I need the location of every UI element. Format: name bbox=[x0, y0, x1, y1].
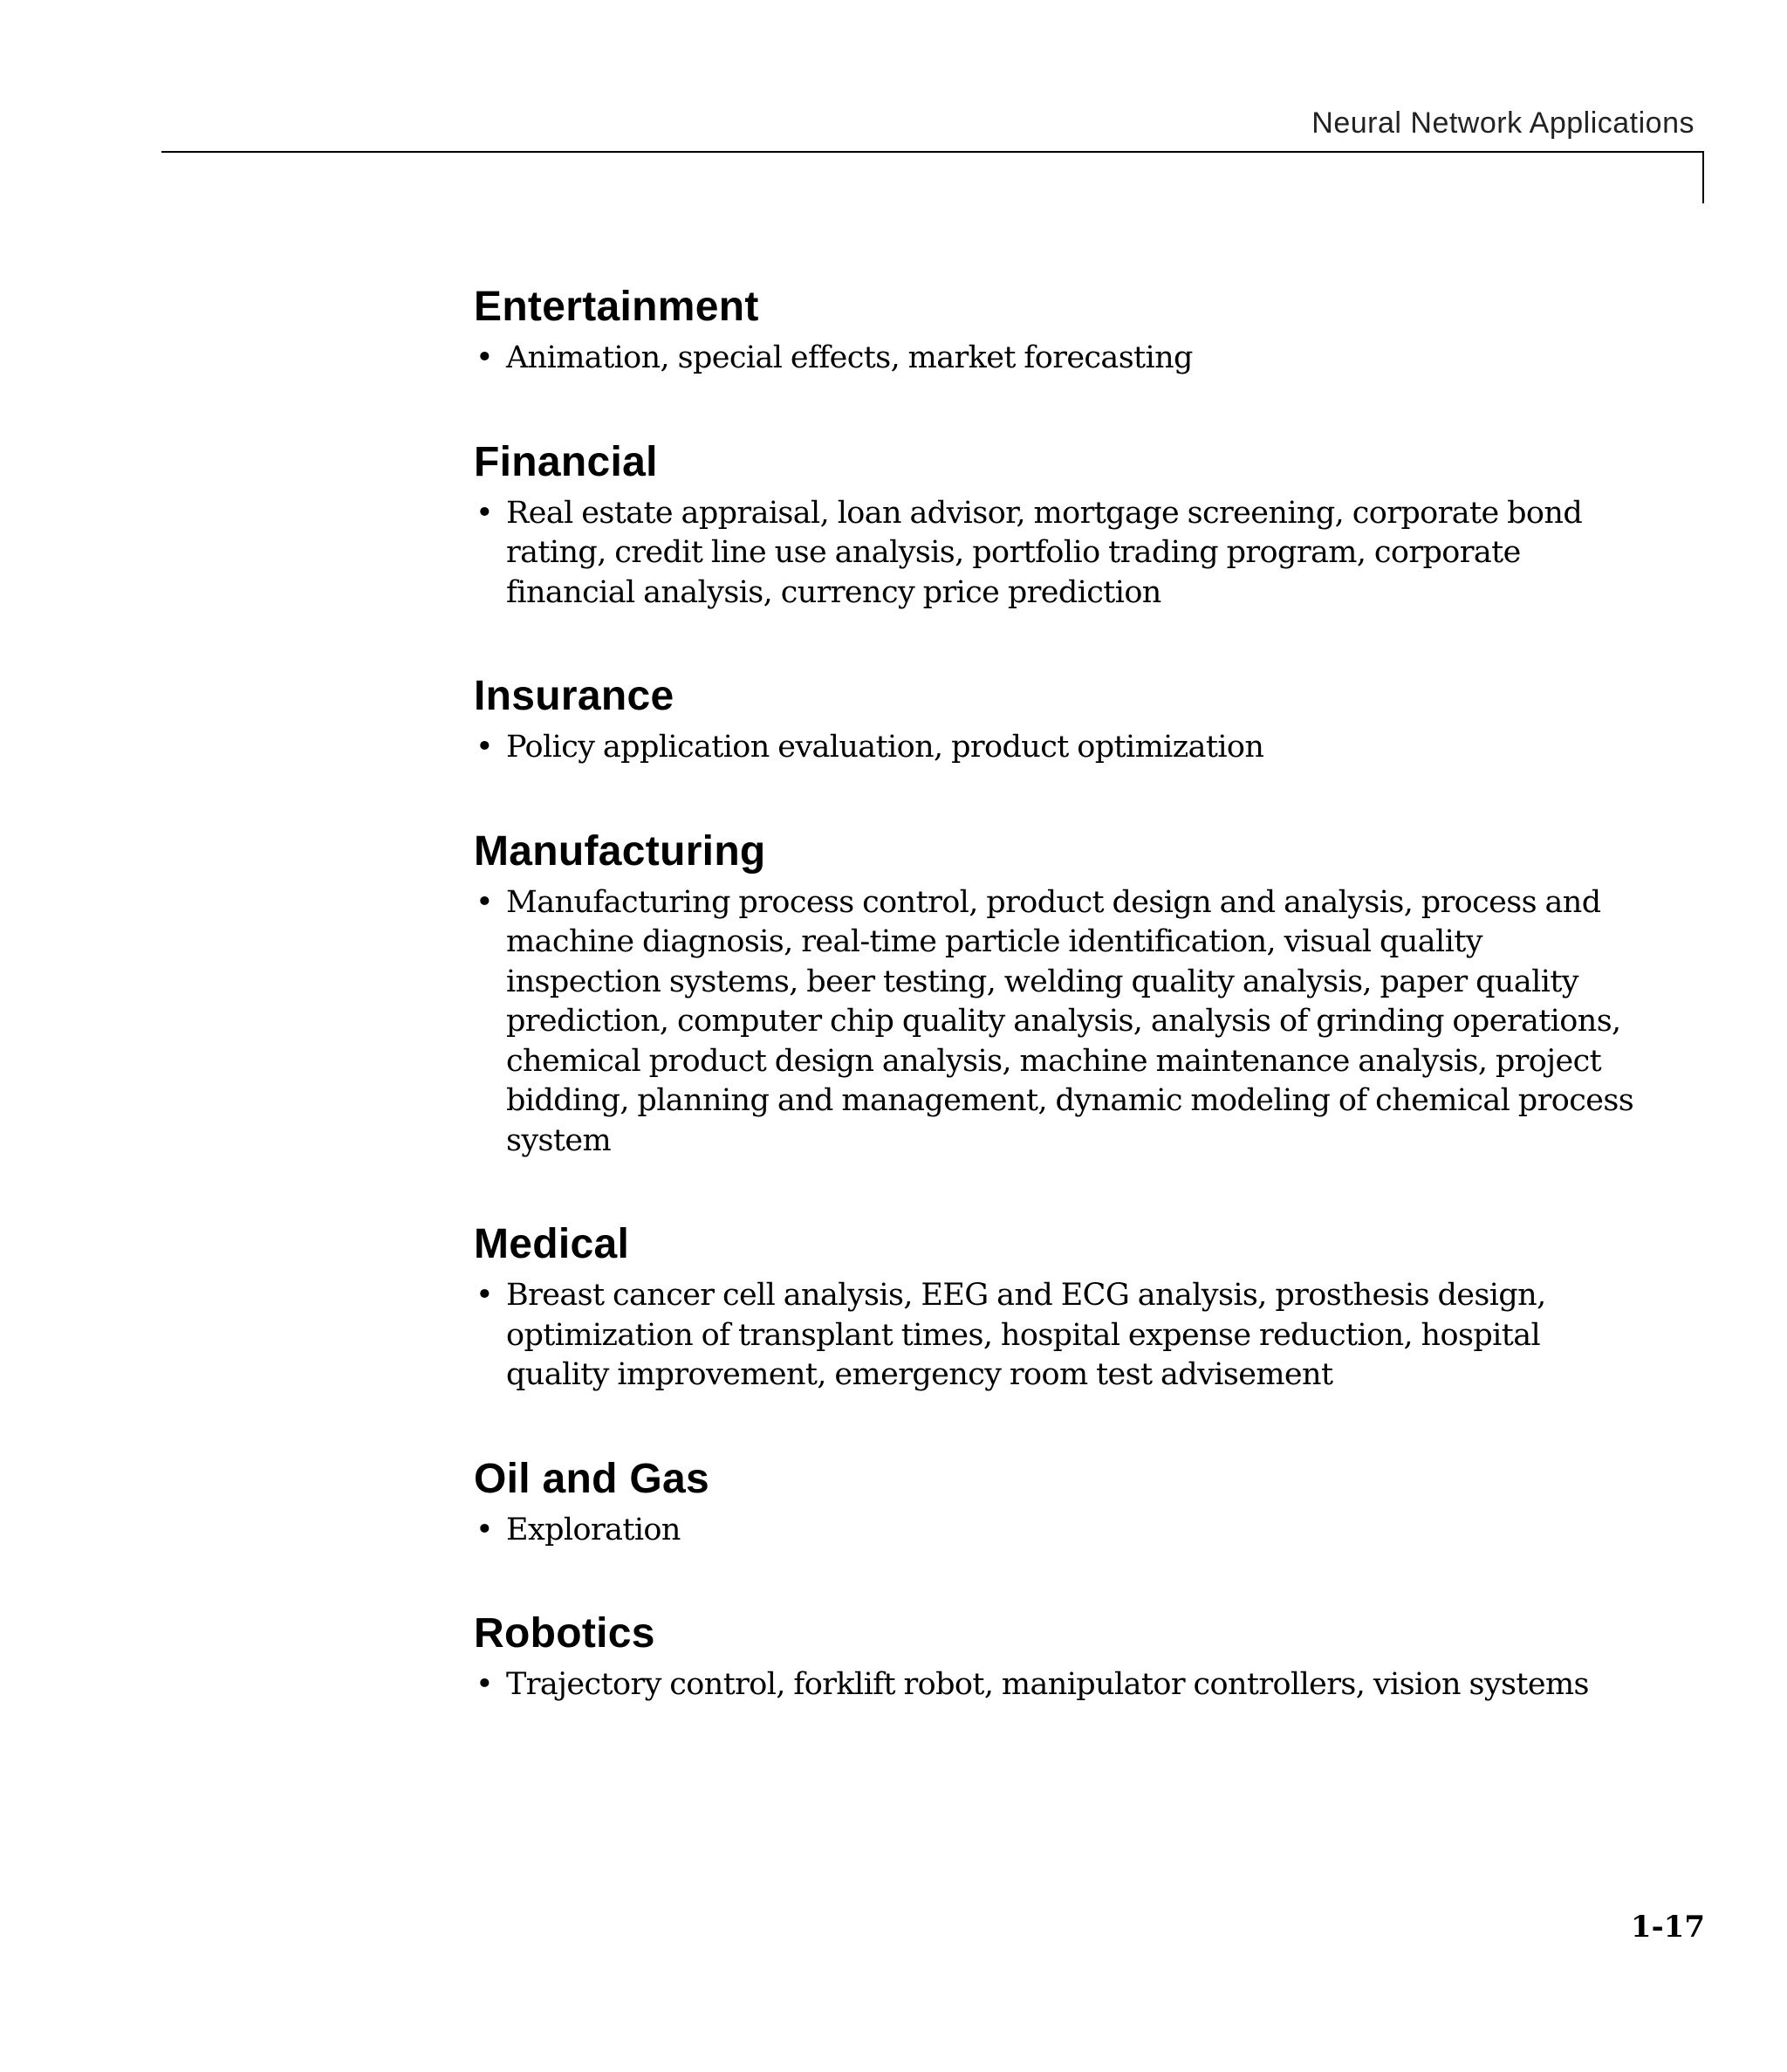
bullet-list bbox=[474, 1276, 1634, 1396]
list-item bbox=[474, 728, 1634, 768]
bullet-list bbox=[474, 339, 1634, 379]
running-header: Neural Network Applications bbox=[1311, 106, 1695, 140]
section-insurance bbox=[474, 669, 1634, 768]
header-corner-tick bbox=[1702, 151, 1704, 203]
list-item-text: Trajectory control, forklift robot, manipulator controllers, vision systems bbox=[506, 1667, 1589, 1702]
header-rule bbox=[161, 151, 1704, 153]
bullet-icon: • bbox=[476, 1512, 494, 1547]
list-item bbox=[474, 883, 1634, 1162]
page-number: 1-17 bbox=[1630, 1910, 1705, 1945]
section-heading: Manufacturing bbox=[474, 827, 766, 875]
list-item bbox=[474, 1665, 1634, 1705]
section-heading: Oil and Gas bbox=[474, 1455, 710, 1502]
bullet-icon: • bbox=[476, 495, 494, 531]
bullet-icon: • bbox=[476, 730, 494, 765]
section-heading: Medical bbox=[474, 1221, 630, 1267]
section-entertainment bbox=[474, 279, 1634, 379]
bullet-list bbox=[474, 1511, 1634, 1551]
bullet-list bbox=[474, 728, 1634, 768]
bullet-icon: • bbox=[476, 1667, 494, 1702]
page-content bbox=[474, 279, 1634, 1705]
section-heading: Entertainment bbox=[474, 284, 759, 330]
list-item-text: Animation, special effects, market forecasting bbox=[506, 340, 1193, 375]
list-item-text: Manufacturing process control, product design and analysis, process and machine diagnosis, real-time particle identification, visual quality inspection systems, beer testing, welding quality analysis, paper quality prediction, computer chip quality analysis, analysis of grinding operations, chemical product design analysis, machine maintenance analysis, project bidding, planning and management, dynamic modeling of chemical process system bbox=[506, 884, 1634, 1158]
section-financial bbox=[474, 435, 1634, 614]
list-item bbox=[474, 494, 1634, 614]
bullet-icon: • bbox=[476, 884, 494, 920]
bullet-list bbox=[474, 883, 1634, 1162]
section-manufacturing bbox=[474, 824, 1634, 1162]
section-heading: Financial bbox=[474, 438, 658, 485]
section-heading: Robotics bbox=[474, 1610, 655, 1657]
list-item bbox=[474, 339, 1634, 379]
list-item-text: Exploration bbox=[506, 1512, 681, 1547]
list-item bbox=[474, 1511, 1634, 1551]
list-item-text: Breast cancer cell analysis, EEG and ECG analysis, prosthesis design, optimization of transplant times, hospital expense reduction, hospital quality improvement, emergency room test advisement bbox=[506, 1278, 1546, 1392]
bullet-icon: • bbox=[476, 1278, 494, 1313]
bullet-icon: • bbox=[476, 340, 494, 375]
list-item bbox=[474, 1276, 1634, 1396]
section-robotics bbox=[474, 1606, 1634, 1705]
bullet-list bbox=[474, 494, 1634, 614]
section-oil-and-gas bbox=[474, 1451, 1634, 1551]
list-item-text: Real estate appraisal, loan advisor, mortgage screening, corporate bond rating, credit line use analysis, portfolio trading program, corporate financial analysis, currency price prediction bbox=[506, 495, 1583, 610]
list-item-text: Policy application evaluation, product optimization bbox=[506, 730, 1264, 765]
section-heading: Insurance bbox=[474, 673, 674, 719]
bullet-list bbox=[474, 1665, 1634, 1705]
section-medical bbox=[474, 1217, 1634, 1396]
